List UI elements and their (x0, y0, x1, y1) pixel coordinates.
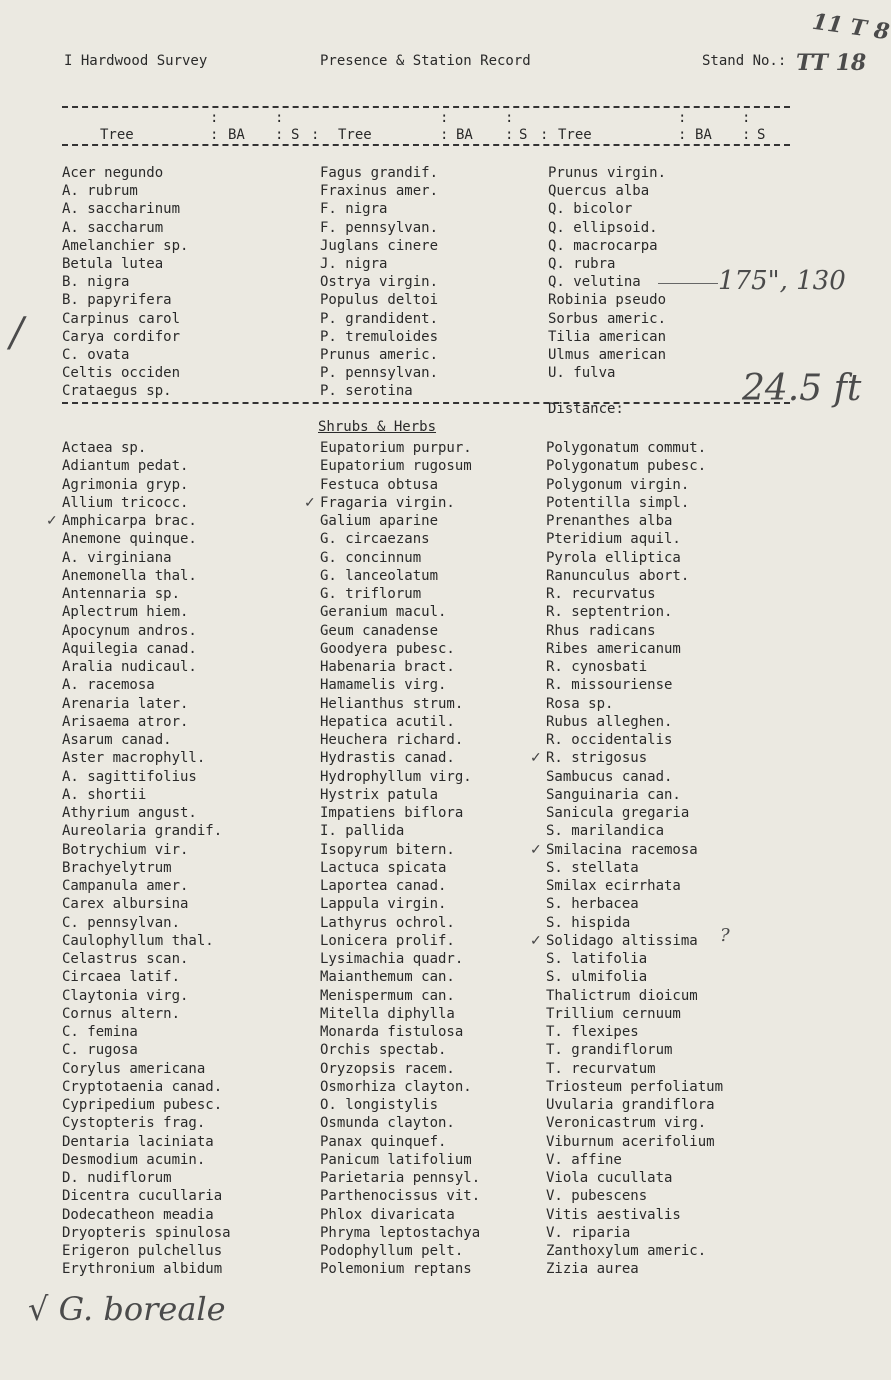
list-item: Smilax ecirrhata (546, 878, 681, 894)
list-item: R. strigosus ✓ (530, 750, 648, 767)
list-item: Triosteum perfoliatum (546, 1078, 724, 1095)
list-item: Panax quinquef. (320, 1133, 447, 1150)
check-mark-icon: ✓ (530, 932, 542, 949)
list-item: R. cynosbati (546, 659, 648, 675)
list-item: Arisaema atror. (62, 713, 189, 730)
list-item: O. longistylis (320, 1097, 439, 1113)
list-item: Ostrya virgin. (320, 274, 439, 291)
list-item: T. flexipes (546, 1024, 639, 1040)
list-item: R. recurvatus (546, 586, 656, 602)
separator: : (505, 127, 514, 143)
list-item: Polygonum virgin. (546, 476, 690, 493)
list-item: Orchis spectab. (320, 1042, 447, 1059)
list-item: S. ulmifolia (546, 969, 648, 986)
table-top-rule (62, 106, 790, 108)
list-item: A. shortii (62, 786, 147, 803)
list-item: Cryptotaenia canad. (62, 1078, 223, 1095)
list-item: Prenanthes alba (546, 513, 673, 529)
list-item: Habenaria bract. (320, 659, 455, 675)
list-item: Smilacina racemosa ✓ (530, 841, 698, 858)
list-item: Brachyelytrum (62, 859, 172, 876)
list-item: Ranunculus abort. (546, 567, 690, 584)
list-item: T. grandiflorum (546, 1042, 673, 1059)
list-item: Populus deltoi (320, 292, 439, 309)
list-item: G. circaezans (320, 531, 430, 548)
list-item: R. occidentalis (546, 732, 673, 748)
list-item: Pyrola elliptica (546, 549, 681, 566)
solidago-question-mark: ? (720, 925, 730, 946)
list-item: Q. rubra (548, 255, 616, 272)
list-item: Dryopteris spinulosa (62, 1224, 231, 1241)
list-item: Hydrophyllum virg. (320, 768, 472, 785)
list-item: Anemonella thal. (62, 567, 197, 584)
separator: : (210, 127, 219, 143)
list-item: S. herbacea (546, 896, 639, 913)
separator: : (678, 127, 687, 143)
list-item: C. pennsylvan. (62, 914, 181, 931)
list-item: Asarum canad. (62, 732, 172, 748)
tree-section-rule (62, 402, 790, 404)
list-item: Robinia pseudo (548, 292, 667, 309)
list-item: A. saccharinum (62, 201, 181, 218)
list-item: S. latifolia (546, 951, 648, 967)
list-item: Claytonia virg. (62, 987, 189, 1004)
list-item: C. femina (62, 1024, 138, 1040)
list-item: Quercus alba (548, 183, 650, 200)
list-item: Eupatorium rugosum (320, 458, 472, 475)
list-item: Parthenocissus vit. (320, 1188, 481, 1205)
list-item: Dicentra cucullaria (62, 1188, 223, 1205)
separator: : (440, 127, 449, 143)
separator: : (440, 110, 449, 126)
list-item: Prunus americ. (320, 346, 439, 363)
list-item: P. pennsylvan. (320, 365, 439, 382)
list-item: Vitis aestivalis (546, 1206, 681, 1223)
list-item: S. stellata (546, 859, 639, 876)
list-item: U. fulva (548, 365, 616, 382)
separator: : (540, 127, 549, 143)
col-header-s-1: S (291, 127, 300, 143)
list-item: Lappula virgin. (320, 896, 447, 913)
list-item: Eupatorium purpur. (320, 440, 472, 456)
velutina-note-handwritten: 175", 130 (718, 266, 846, 296)
separator: : (275, 127, 284, 143)
list-item: Osmorhiza clayton. (320, 1078, 472, 1095)
list-item: Q. ellipsoid. (548, 219, 658, 236)
list-item: Rhus radicans (546, 622, 656, 639)
list-item: Sanicula gregaria (546, 805, 690, 821)
list-item: Desmodium acumin. (62, 1151, 206, 1168)
list-item: Panicum latifolium (320, 1151, 472, 1168)
list-item: Lathyrus ochrol. (320, 914, 455, 931)
list-item: Menispermum can. (320, 987, 455, 1004)
list-item: V. riparia (546, 1224, 631, 1241)
list-item: Allium tricocc. (62, 494, 189, 511)
separator: : (275, 110, 284, 126)
list-item: Agrimonia gryp. (62, 476, 189, 493)
list-item: Mitella diphylla (320, 1005, 455, 1022)
shrub-list-col2 (304, 439, 481, 1279)
list-item: Erigeron pulchellus (62, 1243, 223, 1259)
list-item: B. papyrifera (62, 292, 172, 309)
col-header-ba-1: BA (228, 127, 245, 143)
list-item: Thalictrum dioicum (546, 987, 698, 1004)
list-item: S. hispida (546, 914, 631, 931)
list-item: Hydrastis canad. (320, 750, 455, 767)
list-item: Amphicarpa brac. ✓ (46, 513, 197, 529)
list-item: Hepatica acutil. (320, 713, 455, 730)
list-item: C. rugosa (62, 1042, 138, 1059)
tree-list-col1 (62, 164, 188, 400)
list-item: F. nigra (320, 201, 388, 218)
list-item: Phlox divaricata (320, 1206, 455, 1223)
separator: : (505, 110, 514, 126)
table-header-rule (62, 144, 790, 146)
list-item: Carex albursina (62, 896, 189, 913)
tree-list-col2 (320, 164, 438, 400)
list-item: Sambucus canad. (546, 768, 673, 785)
list-item: Sorbus americ. (548, 310, 667, 327)
separator: : (742, 110, 751, 126)
list-item: Laportea canad. (320, 878, 447, 894)
list-item: Celtis occiden (62, 365, 181, 382)
list-item: Uvularia grandiflora (546, 1097, 715, 1113)
list-item: Cornus altern. (62, 1005, 181, 1022)
stand-number-handwritten: TT 18 (796, 50, 867, 76)
tree-list-col3 (548, 164, 666, 382)
list-item: Phryma leptostachya (320, 1224, 481, 1241)
list-item: P. serotina (320, 383, 413, 400)
list-item: A. sagittifolius (62, 768, 197, 785)
list-item: G. concinnum (320, 549, 422, 566)
check-mark-icon: ✓ (530, 750, 542, 767)
list-item: Apocynum andros. (62, 622, 197, 639)
col-header-tree-2: Tree (338, 127, 372, 143)
list-item: Amelanchier sp. (62, 237, 189, 254)
check-mark-icon: ✓ (530, 841, 542, 858)
list-item: Tilia american (548, 328, 667, 345)
list-item: A. virginiana (62, 549, 172, 566)
list-item: R. missouriense (546, 677, 673, 694)
list-item: Juglans cinere (320, 237, 439, 254)
list-item: Pteridium aquil. (546, 531, 681, 548)
list-item: Q. bicolor (548, 201, 633, 218)
list-item: J. nigra (320, 255, 388, 272)
shrub-list-col3 (530, 439, 724, 1279)
list-item: Actaea sp. (62, 440, 147, 456)
list-item: Prunus virgin. (548, 165, 667, 181)
list-item: Zanthoxylum americ. (546, 1243, 707, 1259)
list-item: Ulmus american (548, 346, 667, 363)
col-header-ba-2: BA (456, 127, 473, 143)
stand-number-handwritten-top: 11 T 8 (810, 8, 891, 46)
list-item: Erythronium albidum (62, 1261, 223, 1278)
distance-value-handwritten: 24.5 ft (742, 368, 862, 409)
list-item: Aureolaria grandif. (62, 823, 223, 840)
list-item: Solidago altissima ✓ (530, 932, 698, 949)
separator: : (311, 127, 320, 143)
list-item: A. racemosa (62, 677, 155, 694)
list-item: Polygonatum commut. (546, 440, 707, 456)
list-item: Fagus grandif. (320, 165, 439, 181)
list-item: G. triflorum (320, 586, 422, 602)
list-item: Viola cucullata (546, 1170, 673, 1186)
record-title: Presence & Station Record (320, 53, 531, 69)
separator: : (210, 110, 219, 126)
list-item: Anemone quinque. (62, 531, 197, 548)
list-item: Rubus alleghen. (546, 713, 673, 730)
list-item: Podophyllum pelt. (320, 1243, 464, 1259)
shrubs-heading: Shrubs & Herbs (318, 419, 437, 435)
col-header-tree-3: Tree (558, 127, 592, 143)
list-item: V. pubescens (546, 1188, 648, 1205)
col-header-ba-3: BA (695, 127, 712, 143)
list-item: Maianthemum can. (320, 969, 455, 986)
list-item: Geranium macul. (320, 604, 447, 621)
list-item: I. pallida (320, 823, 405, 840)
list-item: F. pennsylvan. (320, 219, 439, 236)
list-item: D. nudiflorum (62, 1170, 172, 1186)
list-item: Galium aparine (320, 513, 439, 529)
list-item: Crataegus sp. (62, 383, 172, 400)
list-item: Zizia aurea (546, 1261, 639, 1278)
list-item: Botrychium vir. (62, 841, 189, 858)
list-item: Campanula amer. (62, 878, 189, 894)
list-item: Dodecatheon meadia (62, 1206, 214, 1223)
list-item: Athyrium angust. (62, 805, 197, 821)
list-item: Geum canadense (320, 622, 439, 639)
list-item: Monarda fistulosa (320, 1024, 464, 1040)
list-item: Hystrix patula (320, 786, 439, 803)
list-item: P. grandident. (320, 310, 439, 327)
list-item: P. tremuloides (320, 328, 439, 345)
list-item: Veronicastrum virg. (546, 1115, 707, 1132)
list-item: Betula lutea (62, 255, 164, 272)
check-mark-icon: ✓ (46, 513, 58, 529)
list-item: Caulophyllum thal. (62, 932, 214, 949)
list-item: Hamamelis virg. (320, 677, 447, 694)
list-item: Impatiens biflora (320, 805, 464, 821)
list-item: S. marilandica (546, 823, 665, 840)
list-item: Lonicera prolif. (320, 932, 455, 949)
list-item: C. ovata (62, 346, 130, 363)
list-item: R. septentrion. (546, 604, 673, 621)
list-item: Goodyera pubesc. (320, 640, 455, 657)
list-item: Viburnum acerifolium (546, 1133, 715, 1150)
list-item: Heuchera richard. (320, 732, 464, 748)
list-item: Aster macrophyll. (62, 750, 206, 767)
bottom-handwritten-note: √ G. boreale (28, 1290, 226, 1328)
list-item: Circaea latif. (62, 969, 181, 986)
list-item: Cypripedium pubesc. (62, 1097, 223, 1113)
list-item: Carpinus carol (62, 310, 181, 327)
list-item: A. saccharum (62, 219, 164, 236)
list-item: Aralia nudicaul. (62, 659, 197, 675)
list-item: Helianthus strum. (320, 695, 464, 712)
list-item: B. nigra (62, 274, 130, 291)
survey-title: I Hardwood Survey (64, 53, 208, 69)
list-item: Potentilla simpl. (546, 494, 690, 511)
list-item: T. recurvatum (546, 1060, 656, 1077)
list-item: Antennaria sp. (62, 586, 181, 602)
left-margin-mark: / (10, 310, 24, 356)
list-item: V. affine (546, 1151, 622, 1168)
col-header-s-2: S (519, 127, 528, 143)
list-item: Isopyrum bitern. (320, 841, 455, 858)
col-header-s-3: S (757, 127, 766, 143)
list-item: Celastrus scan. (62, 951, 189, 967)
list-item: Dentaria laciniata (62, 1133, 214, 1150)
list-item: Carya cordifor (62, 328, 181, 345)
list-item: G. lanceolatum (320, 567, 439, 584)
list-item: Lysimachia quadr. (320, 951, 464, 967)
note-leader-line (658, 283, 718, 284)
list-item: Parietaria pennsyl. (320, 1170, 481, 1186)
list-item: Trillium cernuum (546, 1005, 681, 1022)
list-item: Aplectrum hiem. (62, 604, 189, 621)
check-mark-icon: ✓ (304, 494, 316, 511)
list-item: Osmunda clayton. (320, 1115, 455, 1132)
separator: : (678, 110, 687, 126)
list-item: Lactuca spicata (320, 859, 447, 876)
list-item: Festuca obtusa (320, 476, 439, 493)
list-item: Sanguinaria can. (546, 786, 681, 803)
list-item: Corylus americana (62, 1060, 206, 1077)
list-item: Fragaria virgin. ✓ (304, 494, 455, 511)
list-item: Ribes americanum (546, 640, 681, 657)
list-item: Rosa sp. (546, 695, 614, 712)
list-item: Polemonium reptans (320, 1261, 472, 1278)
list-item: Arenaria later. (62, 695, 189, 712)
list-item: Adiantum pedat. (62, 458, 189, 475)
stand-label: Stand No.: (702, 53, 787, 69)
list-item: A. rubrum (62, 183, 138, 200)
distance-label: Distance: (548, 401, 624, 417)
list-item: Aquilegia canad. (62, 640, 197, 657)
col-header-tree-1: Tree (100, 127, 134, 143)
list-item: Q. velutina (548, 274, 641, 291)
list-item: Fraxinus amer. (320, 183, 439, 200)
list-item: Acer negundo (62, 165, 164, 181)
shrub-list-col1 (46, 439, 231, 1279)
list-item: Q. macrocarpa (548, 237, 658, 254)
separator: : (742, 127, 751, 143)
list-item: Polygonatum pubesc. (546, 458, 707, 475)
list-item: Oryzopsis racem. (320, 1060, 455, 1077)
list-item: Cystopteris frag. (62, 1115, 206, 1132)
